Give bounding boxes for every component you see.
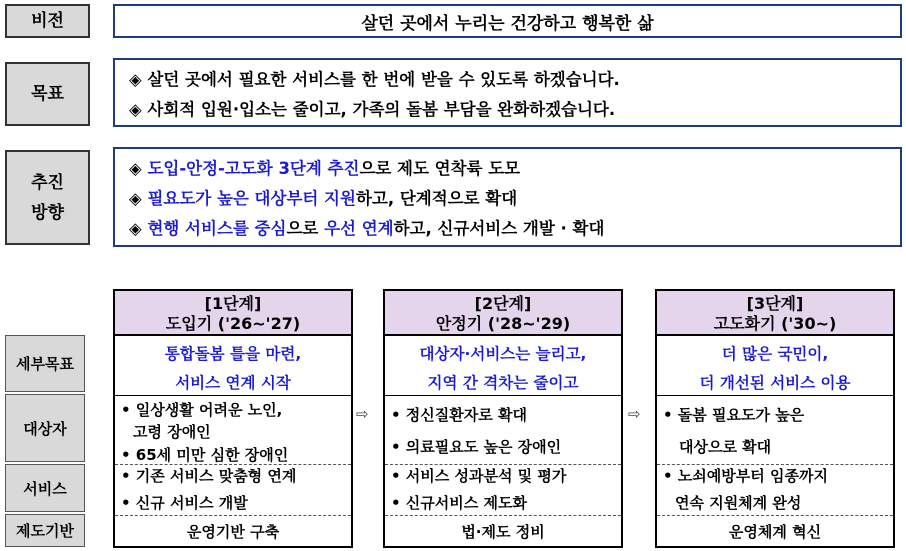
row-label-service: 서비스	[5, 464, 85, 512]
stage-1	[113, 289, 353, 548]
stage-3-period: 고도화기 ('30~)	[713, 314, 837, 333]
stage-3-goal: 더 많은 국민이, 더 개선된 서비스 이용	[699, 345, 851, 392]
arrow-1-icon: ⇨	[356, 405, 369, 423]
row-label-foundation: 제도기반	[5, 514, 85, 547]
stage-3-header	[657, 291, 893, 336]
goal-line-2: ◈ 사회적 입원·입소는 줄이고, 가족의 돌봄 부담을 완화하겠습니다.	[129, 100, 616, 119]
stage-1-targets: • 일상생활 어려운 노인, 고령 장애인 • 65세 미만 심한 장애인	[115, 395, 351, 465]
row-label-target: 대상자	[5, 394, 85, 462]
stage-2-header	[385, 291, 621, 336]
stage-2-goal: 대상자·서비스는 늘리고, 지역 간 격차는 줄이고	[419, 345, 587, 392]
vision-label: 비전	[5, 4, 90, 38]
direction-line-2: ◈ 필요도가 높은 대상부터 지원하고, 단계적으로 확대	[129, 189, 518, 208]
stage-1-period: 도입기 ('26~'27)	[165, 314, 301, 333]
stage-1-foundation: 운영기반 구축	[186, 523, 280, 541]
goal-line-1: ◈ 살던 곳에서 필요한 서비스를 한 번에 받을 수 있도록 하겠습니다.	[129, 70, 620, 89]
stage-2-period: 안정기 ('28~'29)	[435, 314, 571, 333]
stage-3	[655, 289, 895, 548]
stage-3-step: [3단계]	[746, 294, 804, 313]
stage-2	[383, 289, 623, 548]
goal-box	[113, 58, 902, 127]
direction-label: 추진 방향	[5, 150, 90, 245]
stage-2-step: [2단계]	[474, 294, 532, 313]
stage-3-foundation: 운영체계 혁신	[728, 523, 822, 541]
stage-2-foundation-section	[385, 515, 621, 548]
stage-3-foundation-section	[657, 515, 893, 548]
stage-1-foundation-section	[115, 515, 351, 548]
stage-2-foundation: 법·제도 정비	[461, 523, 545, 541]
goal-label: 목표	[5, 62, 90, 126]
stage-2-targets: • 정신질환자로 확대 • 의료필요도 높은 장애인	[385, 395, 621, 465]
stage-3-targets: • 돌봄 필요도가 높은 대상으로 확대	[657, 395, 893, 465]
row-label-detail-goal: 세부목표	[5, 335, 85, 392]
stage-1-header	[115, 291, 351, 336]
stage-1-services: • 기존 서비스 맞춤형 연계 • 신규 서비스 개발	[115, 464, 351, 516]
stage-2-services: • 서비스 성과분석 및 평가 • 신규서비스 제도화	[385, 464, 621, 516]
arrow-2-icon: ⇨	[628, 405, 641, 423]
direction-box	[113, 147, 902, 247]
direction-line-1: ◈ 도입-안정-고도화 3단계 추진으로 제도 연착륙 도모	[129, 159, 521, 178]
stage-3-services: • 노쇠예방부터 임종까지 연속 지원체계 완성	[657, 464, 893, 516]
vision-box	[113, 4, 902, 38]
vision-text: 살던 곳에서 누리는 건강하고 행복한 삶	[361, 13, 654, 34]
direction-line-3: ◈ 현행 서비스를 중심으로 우선 연계하고, 신규서비스 개발 · 확대	[129, 219, 605, 238]
stage-1-step: [1단계]	[204, 294, 262, 313]
stage-1-goal: 통합돌봄 틀을 마련, 서비스 연계 시작	[164, 345, 302, 392]
